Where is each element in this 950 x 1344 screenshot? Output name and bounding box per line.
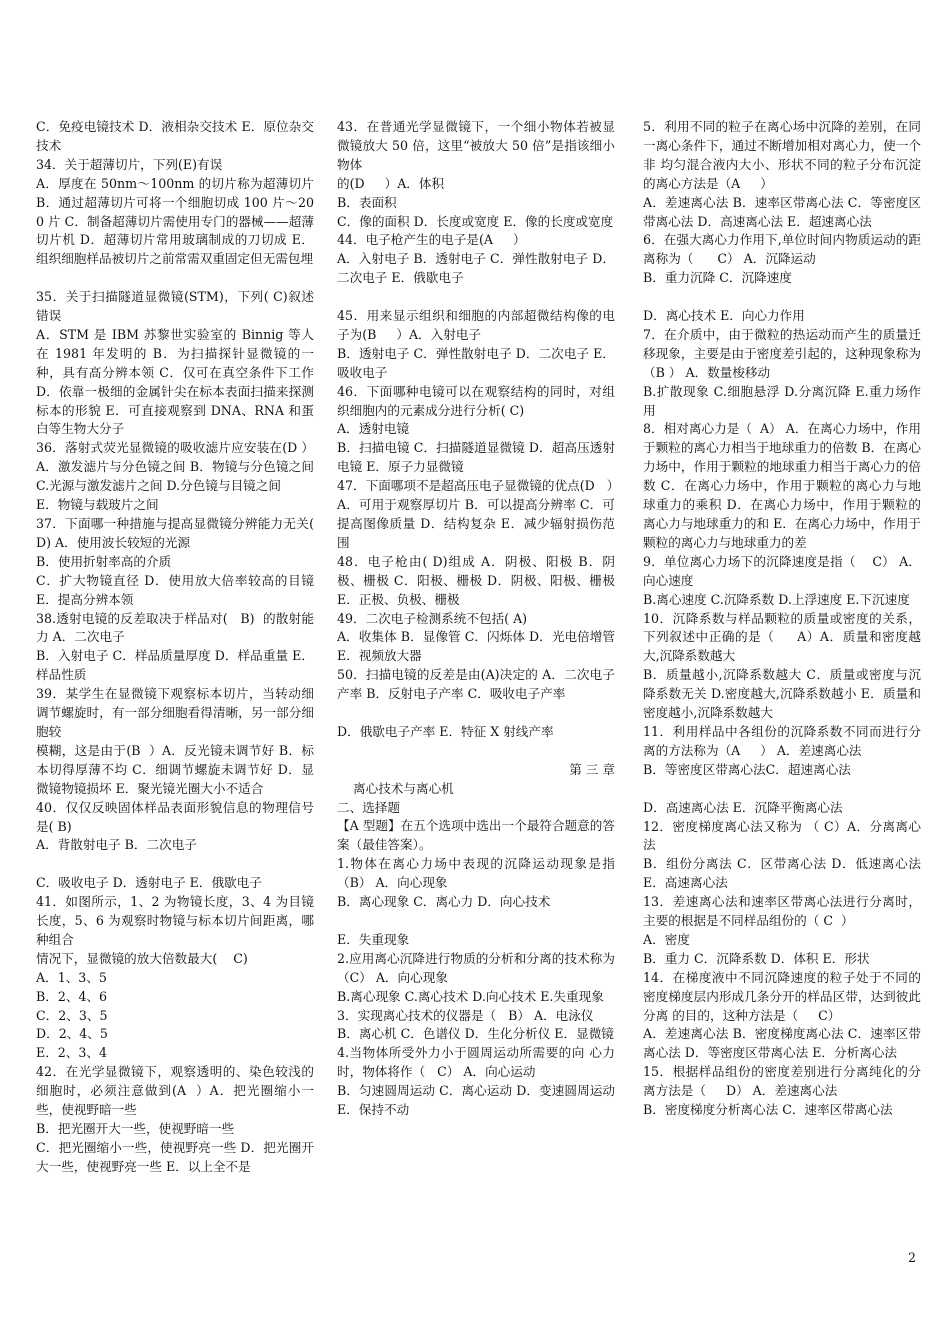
paragraph: B．组份分离法 C．区带离心法 D．低速离心法 E．高速离心法 — [643, 856, 926, 891]
paragraph: B．匀速圆周运动 C．离心运动 D．变速圆周运动 E．保持不动 — [337, 1083, 620, 1118]
paragraph: 4.当物体所受外力小于圆周运动所需要的向 心力时，物体将作（ C） A．向心运动 — [337, 1045, 615, 1080]
paragraph: B．密度梯度分析离心法 C．速率区带离心法 — [643, 1102, 893, 1118]
paragraph: A．透射电镜 — [337, 421, 410, 437]
paragraph: A．密度 — [643, 931, 690, 947]
paragraph: 49．二次电子检测系统不包括( A) — [337, 610, 528, 626]
paragraph: 3．实现离心技术的仪器是（ B） A．电泳仪 — [337, 1007, 594, 1023]
paragraph: 1.物体在离心力场中表现的沉降运动现象是指（B） A．向心现象 — [337, 856, 615, 891]
paragraph — [36, 855, 314, 874]
paragraph: B．离心机 C．色谱仪 D．生化分析仪 E．显微镜 — [337, 1026, 614, 1042]
paragraph: B．入射电子 C．样品质量厚度 D．样品重量 E．样品性质 — [36, 648, 314, 683]
paragraph: 的(D ）A．体积 — [337, 175, 445, 191]
paragraph: A．收集体 B．显像管 C．闪烁体 D．光电倍增管 E．视频放大器 — [337, 629, 620, 664]
paragraph: 37．下面哪一种措施与提高显微镜分辨能力无关( D) A．使用波长较短的光源 — [36, 516, 331, 550]
paragraph: 50．扫描电镜的反差是由(A)决定的 A．二次电子产率 B．反射电子产率 C．吸收电子产率 — [337, 667, 615, 702]
paragraph: A．差速离心法 B．密度梯度离心法 C．速率区带离心法 D．等密度区带离心法 E．分析离心法 — [643, 1026, 921, 1061]
paragraph: 40．仅仅反映固体样品表面形貌信息的物理信号是( B) — [36, 799, 314, 834]
paragraph: B．2、4、6 — [36, 988, 108, 1004]
paragraph: B．扫描电镜 C．扫描隧道显微镜 D．超高压透射电镜 E．原子力显微镜 — [337, 440, 615, 475]
paragraph: 第 三 章 — [569, 761, 615, 777]
paragraph: 【A 型题】在五个选项中选出一个最符合题意的答案（最佳答案）。 — [337, 818, 615, 853]
paragraph: 47．下面哪项不是超高压电子显微镜的优点(D ） — [337, 478, 620, 494]
paragraph — [337, 742, 615, 761]
paragraph: 39．某学生在显微镜下观察标本切片，当转动细调节螺旋时，有一部分细胞看得清晰，另一部分细胞较 — [36, 686, 314, 739]
paragraph: B．重力沉降 C．沉降速度 — [643, 270, 792, 286]
paragraph: A．1、3、5 — [36, 969, 107, 985]
paragraph: 离心技术与离心机 — [337, 780, 454, 796]
paragraph: C．2、3、5 — [36, 1007, 108, 1023]
paragraph: D．高速离心法 E．沉降平衡离心法 — [643, 799, 843, 815]
paragraph: 46．下面哪种电镜可以在观察结构的同时，对组织细胞内的元素成分进行分析( C) — [337, 383, 615, 418]
paragraph: 10．沉降系数与样品颗粒的质量或密度的关系，下列叙述中正确的是（ A）A．质量和密度越大,沉降系数越大 — [643, 610, 921, 664]
paragraph: B．质量越小,沉降系数越大 C．质量或密度与沉降系数无关 D.密度越大,沉降系数越小 E．质量和密度越小,沉降系数越大 — [643, 667, 921, 721]
paragraph: C．扩大物镜直径 D．使用放大倍率较高的目镜 E．提高分辨本领 — [36, 572, 319, 607]
paragraph: 36．落射式荧光显微镜的吸收滤片应安装在(D ）A．激发滤片与分色镜之间 B．物镜与分色镜之间 C.光源与激发滤片之间 D.分色镜与目镜之间 — [36, 440, 319, 494]
paragraph: 8．相对离心力是（ A） A．在离心力场中，作用于颗粒的离心力相当于地球重力的倍数 B．在离心力场中，作用于颗粒的地球重力相当于离心力的倍数 C．在离心力场中，作用于颗粒的离心力与地球重力的乘积 D．在离心力场中，作用于颗粒的离心力与地球重力的和 E．在离心力场中，作用于颗粒的离心力与地球重力的差 — [643, 421, 921, 550]
paragraph: A．差速离心法 B．速率区带离心法 C．等密度区带离心法 D．高速离心法 E．超速离心法 — [643, 194, 921, 229]
paragraph: B．离心现象 C．离心力 D．向心技术 — [337, 894, 551, 910]
paragraph: D．俄歇电子产率 E．特征 X 射线产率 — [337, 723, 554, 739]
paragraph: 48．电子枪由( D)组成 A．阴极、阳极 B．阴极、栅极 C．阳极、栅极 D．阴极、阳极、栅极 E．正极、负极、栅极 — [337, 553, 620, 607]
paragraph: 9．单位离心力场下的沉降速度是指（ C） A．向心速度 — [643, 553, 921, 588]
paragraph: B.扩散现象 C.细胞悬浮 D.分离沉降 E.重力场作用 — [643, 383, 921, 418]
paragraph: E．物镜与载玻片之间 — [36, 497, 159, 513]
paragraph: 11．利用样品中各组份的沉降系数不同而进行分离的方法称为（A ） A．差速离心法 — [643, 723, 921, 758]
paragraph: 43．在普通光学显微镜下，一个细小物体若被显微镜放大 50 倍，这里“被放大 50 倍”是指该细小物体 — [337, 119, 615, 172]
paragraph — [337, 288, 615, 307]
paragraph: 7．在介质中，由于微粒的热运动而产生的质量迁移现象，主要是由于密度差引起的，这种现象称为（B ） A．数量梭移动 — [643, 326, 921, 380]
paragraph: 15．根据样品组份的密度差别进行分离纯化的分离方法是（ D） A．差速离心法 — [643, 1064, 921, 1099]
paragraph: 6．在强大离心力作用下,单位时间内物质运动的距离称为（ C） A．沉降运动 — [643, 232, 921, 267]
paragraph: B．等密度区带离心法C．超速离心法 — [643, 761, 851, 777]
paragraph: 模糊，这是由于(B ）A．反光镜未调节好 B．标本切得厚薄不均 C．细调节螺旋未调节好 D．显微镜物镜损坏 E．聚光镜光圈大小不适合 — [36, 742, 314, 796]
paragraph: 14．在梯度液中不同沉降速度的粒子处于不同的密度梯度层内形成几条分开的样品区带，达到彼此分离 的目的，这种方法是（ C） — [643, 969, 921, 1023]
paragraph: 二、选择题 — [337, 799, 400, 815]
paragraph: 45．用来显示组织和细胞的内部超微结构像的电子为(B ）A．入射电子 — [337, 308, 615, 342]
paragraph — [643, 288, 921, 307]
paragraph: C．像的面积 D．长度或宽度 E．像的长度或宽度 — [337, 213, 614, 229]
paragraph: D．2、4、5 — [36, 1026, 108, 1042]
column-left — [36, 118, 331, 1177]
paragraph: 41．如图所示，1、2 为物镜长度，3、4 为目镜长度，5、6 为观察时物镜与标本切片间距离，哪种组合 — [36, 894, 314, 947]
paragraph: A．STM 是 IBM 苏黎世实验室的 Binnig 等人在 1981 年发明的 B．为扫描探针显微镜的一种，具有高分辨本领 C．仅可在真空条件下工作 D．依靠一极细的金属针尖在标本表面扫描来探测标本的形貌 E．可直接观察到 DNA、RNA 和蛋白等生物大分子 — [36, 326, 319, 437]
paragraph: B．重力 C．沉降系数 D．体积 E．形状 — [643, 950, 870, 966]
paragraph: 12．密度梯度离心法又称为 （ C）A．分离离心法 — [643, 818, 921, 853]
paragraph: 38.透射电镜的反差取决于样品对( B) 的散射能力 A．二次电子 — [36, 610, 314, 645]
paragraph: A．厚度在 50nm～100nm 的切片称为超薄切片 B．通过超薄切片可将一个细胞切成 100 片～200 片 C．制备超薄切片需使用专门的器械——超薄切片机 D．超薄切片常用玻璃制成的刀切成 E．组织细胞样品被切片之前常需双重固定但无需包埋 — [36, 175, 319, 267]
column-middle — [337, 118, 620, 1120]
paragraph — [36, 269, 314, 288]
paragraph: E．失重现象 — [337, 931, 410, 947]
paragraph: B.离心现象 C.离心技术 D.向心技术 E.失重现象 — [337, 988, 604, 1004]
page-number: 2 — [907, 1250, 916, 1265]
paragraph — [337, 912, 615, 931]
paragraph: C．免疫电镜技术 D．液相杂交技术 E．原位杂交技术 — [36, 119, 314, 153]
paragraph: 5．利用不同的粒子在离心场中沉降的差别，在同一离心条件下，通过不断增加相对离心力，使一个非 均匀混合液内大小、形状不同的粒子分布沉淀的离心方法是（A ） — [643, 119, 921, 191]
paragraph: 13．差速离心法和速率区带离心法进行分离时，主要的根据是不同样品组份的（ C ） — [643, 894, 921, 929]
paragraph: B．透射电子 C．弹性散射电子 D．二次电子 E．吸收电子 — [337, 345, 615, 380]
paragraph: B.离心速度 C.沉降系数 D.上浮速度 E.下沉速度 — [643, 591, 910, 607]
paragraph: E．2、3、4 — [36, 1045, 108, 1061]
paragraph — [337, 704, 615, 723]
paragraph — [643, 780, 921, 799]
paragraph: A．入射电子 B．透射电子 C．弹性散射电子 D．二次电子 E．俄歇电子 — [337, 251, 615, 286]
paragraph: 42．在光学显微镜下，观察透明的、染色较浅的细胞时，必须注意做到(A ）A．把光圈缩小一些，使视野暗一些 — [36, 1064, 314, 1118]
paragraph: C．吸收电子 D．透射电子 E．俄歇电子 — [36, 875, 262, 891]
paragraph: 44．电子枪产生的电子是(A ） — [337, 232, 526, 248]
column-right — [643, 118, 926, 1120]
paragraph: C．把光圈缩小一些，使视野亮一些 D．把光圈开大一些，使视野亮一些 E．以上全不是 — [36, 1139, 314, 1174]
paragraph: 情况下，显微镜的放大倍数最大( C) — [36, 950, 248, 966]
paragraph: 35．关于扫描隧道显微镜(STM)，下列( C)叙述错误 — [36, 289, 314, 324]
paragraph: 34．关于超薄切片，下列(E)有误 — [36, 156, 223, 172]
paragraph: D．离心技术 E．向心力作用 — [643, 308, 805, 324]
paragraph: B．表面积 — [337, 194, 397, 210]
paragraph: A．背散射电子 B．二次电子 — [36, 837, 197, 853]
paragraph: B．把光圈开大一些，使视野暗一些 — [36, 1121, 235, 1136]
paragraph: B．使用折射率高的介质 — [36, 553, 172, 569]
paragraph: 2.应用离心沉降进行物质的分析和分离的技术称为（C） A．向心现象 — [337, 950, 615, 985]
paragraph: A．可用于观察厚切片 B．可以提高分辨率 C．可提高图像质量 D．结构复杂 E．减少辐射损伤范围 — [337, 497, 615, 550]
